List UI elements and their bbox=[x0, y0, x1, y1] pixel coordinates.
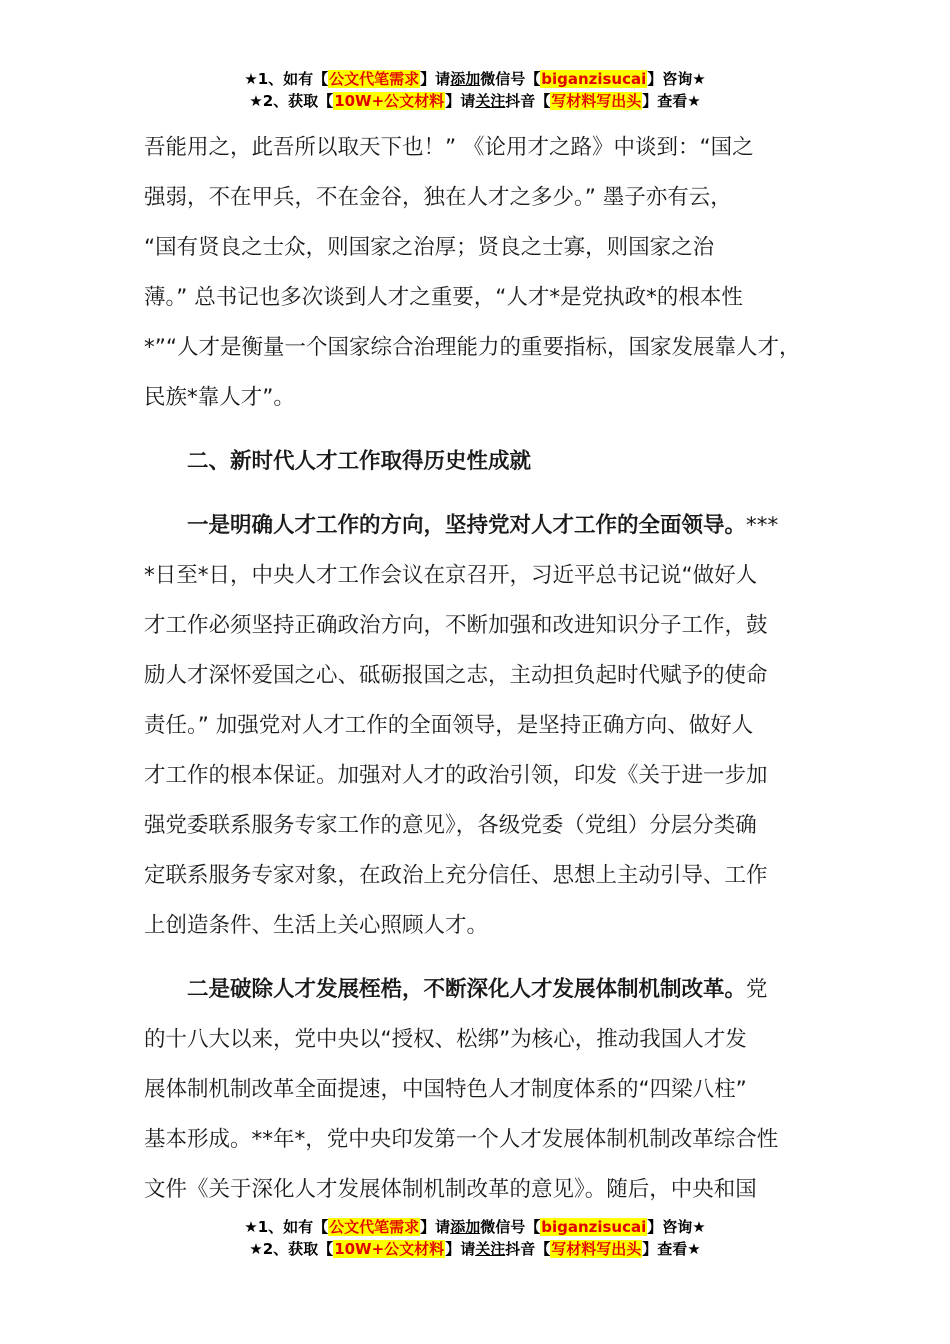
paragraph-line: 才工作必须坚持正确政治方向，不断加强和改进知识分子工作，鼓 bbox=[144, 613, 768, 638]
section-heading: 二、新时代人才工作取得历史性成就 bbox=[187, 449, 532, 474]
paragraph-first-line: 一是明确人才工作的方向，坚持党对人才工作的全面领导。*** bbox=[187, 513, 779, 538]
banner-highlight: 10W+公文材料 bbox=[334, 92, 445, 110]
paragraph-line: 励人才深怀爱国之心、砥砺报国之志，主动担负起时代赋予的使命 bbox=[144, 663, 768, 688]
banner-highlight: 公文代笔需求 bbox=[329, 1218, 420, 1236]
banner-wechat-id: biganzisucai bbox=[541, 1218, 647, 1236]
paragraph-line: 责任。” 加强党对人才工作的全面领导，是坚持正确方向、做好人 bbox=[144, 713, 754, 738]
banner-highlight: 10W+公文材料 bbox=[334, 1240, 445, 1258]
paragraph-line: 才工作的根本保证。加强对人才的政治引领，印发《关于进一步加 bbox=[144, 763, 768, 788]
paragraph-lead: 二是破除人才发展桎梏，不断深化人才发展体制机制改革。 bbox=[187, 977, 747, 1002]
bottom-banner bbox=[0, 1216, 950, 1260]
paragraph-line: 展体制机制改革全面提速，中国特色人才制度体系的“四梁八柱” bbox=[144, 1077, 747, 1102]
paragraph-line: 民族*靠人才”。 bbox=[144, 385, 295, 410]
paragraph-lead: 一是明确人才工作的方向，坚持党对人才工作的全面领导。 bbox=[187, 513, 747, 538]
paragraph-first-line: 二是破除人才发展桎梏，不断深化人才发展体制机制改革。党 bbox=[187, 977, 768, 1002]
banner-line-1: ★1、如有【公文代笔需求】请添加微信号【biganzisucai】咨询★ bbox=[244, 1218, 706, 1236]
banner-douyin-id: 写材料写出头 bbox=[551, 92, 642, 110]
paragraph-line: 定联系服务专家对象，在政治上充分信任、思想上主动引导、工作 bbox=[144, 863, 768, 888]
document-body bbox=[144, 123, 824, 1215]
paragraph-line: “国有贤良之士众，则国家之治厚；贤良之士寡，则国家之治 bbox=[144, 235, 715, 260]
paragraph-line: 文件《关于深化人才发展体制机制改革的意见》。随后，中央和国 bbox=[144, 1177, 757, 1202]
banner-wechat-id: biganzisucai bbox=[541, 70, 647, 88]
paragraph-line: 的十八大以来，党中央以“授权、松绑”为核心，推动我国人才发 bbox=[144, 1027, 747, 1052]
paragraph-line: *”“人才是衡量一个国家综合治理能力的重要指标，国家发展靠人才， bbox=[144, 335, 801, 360]
paragraph-line: 强弱，不在甲兵，不在金谷，独在人才之多少。” 墨子亦有云， bbox=[144, 185, 732, 210]
banner-douyin-id: 写材料写出头 bbox=[551, 1240, 642, 1258]
paragraph-line: 薄。” 总书记也多次谈到人才之重要，“人才*是党执政*的根本性 bbox=[144, 285, 743, 310]
paragraph-line: 上创造条件、生活上关心照顾人才。 bbox=[144, 913, 489, 938]
top-banner bbox=[0, 68, 950, 112]
paragraph-line: *日至*日，中央人才工作会议在京召开，习近平总书记说“做好人 bbox=[144, 563, 758, 588]
paragraph-line: 强党委联系服务专家工作的意见》，各级党委（党组）分层分类确 bbox=[144, 813, 757, 838]
banner-highlight: 公文代笔需求 bbox=[329, 70, 420, 88]
banner-line-2: ★2、获取【10W+公文材料】请关注抖音【写材料写出头】查看★ bbox=[249, 1240, 701, 1258]
banner-line-2: ★2、获取【10W+公文材料】请关注抖音【写材料写出头】查看★ bbox=[249, 92, 701, 110]
paragraph-line: 基本形成。**年*，党中央印发第一个人才发展体制机制改革综合性 bbox=[144, 1127, 779, 1152]
paragraph-line: 吾能用之，此吾所以取天下也！” 《论用才之路》中谈到：“国之 bbox=[144, 135, 754, 160]
banner-line-1: ★1、如有【公文代笔需求】请添加微信号【biganzisucai】咨询★ bbox=[244, 70, 706, 88]
